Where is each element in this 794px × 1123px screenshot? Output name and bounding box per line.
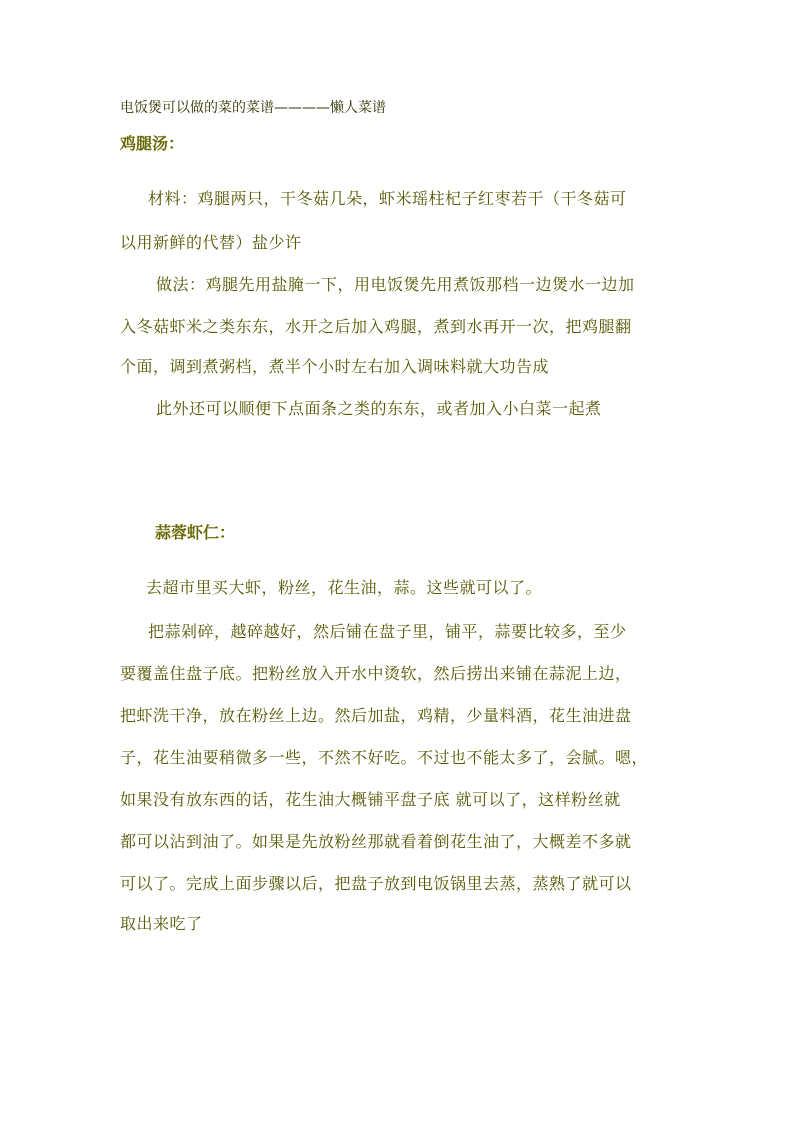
text-line: 以用新鲜的代替）盐少许 [120, 233, 302, 252]
text-line: 可以了。完成上面步骤以后，把盘子放到电饭锅里去蒸，蒸熟了就可以 [120, 874, 632, 893]
text-line: 如果没有放东西的话，花生油大概铺平盘子底 就可以了，这样粉丝就 [120, 790, 621, 809]
text-line: 入冬菇虾米之类东东，水开之后加入鸡腿，煮到水再开一次，把鸡腿翻 [120, 317, 632, 336]
text-line: 个面，调到煮粥档，煮半个小时左右加入调味料就大功告成 [120, 357, 550, 376]
text-line: 把虾洗干净，放在粉丝上边。然后加盐，鸡精，少量料酒，花生油进盘 [120, 706, 632, 725]
text-line: 此外还可以顺便下点面条之类的东东，或者加入小白菜一起煮 [156, 399, 602, 418]
section-heading-chicken-soup: 鸡腿汤： [120, 134, 185, 153]
text-line: 要覆盖住盘子底。把粉丝放入开水中烫软，然后捞出来铺在蒜泥上边， [120, 664, 632, 683]
text-line: 把蒜剁碎，越碎越好，然后铺在盘子里，铺平，蒜要比较多，至少 [148, 622, 627, 641]
document-title: 电饭煲可以做的菜的菜谱————懒人菜谱 [120, 100, 386, 116]
text-line: 都可以沾到油了。如果是先放粉丝那就看着倒花生油了，大概差不多就 [120, 832, 632, 851]
text-line: 去超市里买大虾，粉丝，花生油，蒜。这些就可以了。 [146, 578, 543, 597]
text-line: 材料：鸡腿两只，干冬菇几朵，虾米瑶柱杞子红枣若干（干冬菇可 [148, 189, 627, 208]
text-line: 做法：鸡腿先用盐腌一下，用电饭煲先用煮饭那档一边煲水一边加 [156, 275, 635, 294]
section-heading-garlic-shrimp: 蒜蓉虾仁： [155, 523, 236, 542]
text-line: 子，花生油要稍微多一些，不然不好吃。不过也不能太多了，会腻。嗯， [120, 748, 649, 767]
text-line: 取出来吃了 [120, 914, 203, 933]
